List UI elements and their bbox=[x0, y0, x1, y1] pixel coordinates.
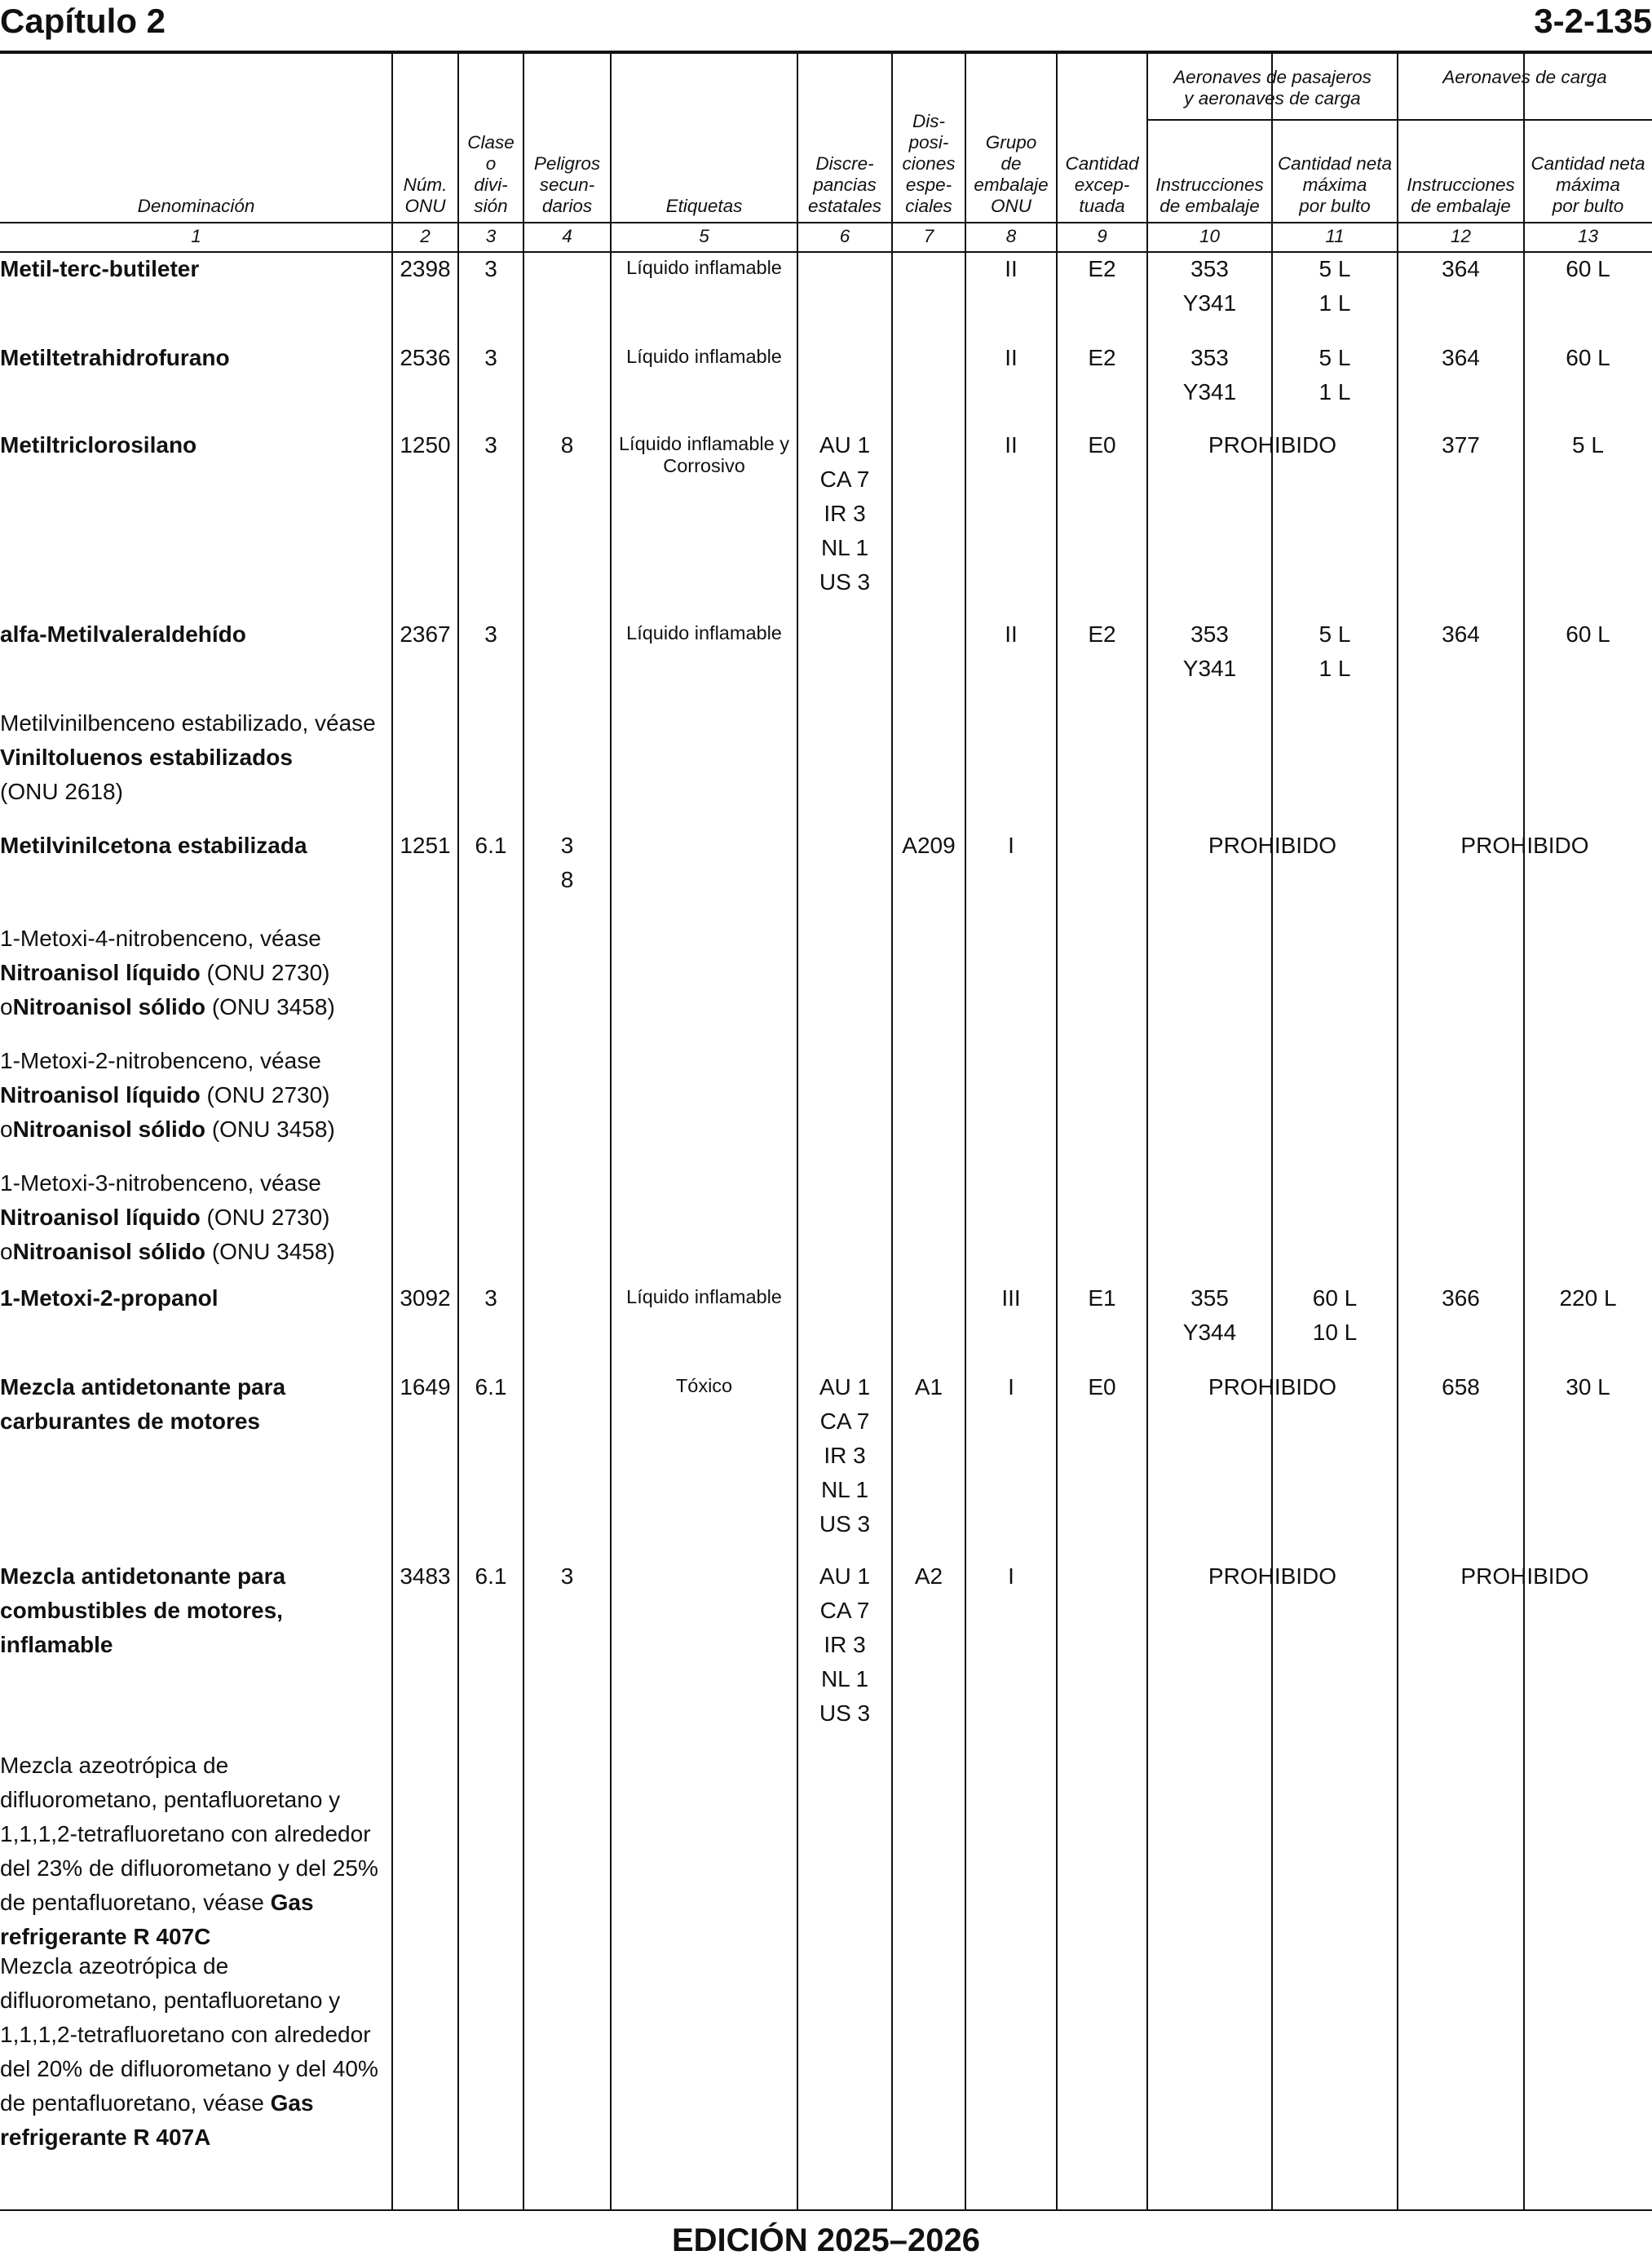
column-divider bbox=[391, 54, 393, 2209]
row-cargo-prohibited: PROHIBIDO bbox=[1460, 1563, 1589, 1589]
denomination-text: 1-Metoxi-4-nitrobenceno, véase bbox=[0, 926, 321, 951]
denomination-bold: Viniltoluenos estabilizados bbox=[0, 745, 293, 770]
row-peligros-secundarios: 8 bbox=[560, 432, 574, 458]
row-denomination bbox=[0, 341, 386, 375]
column-number: 12 bbox=[1450, 226, 1472, 246]
row-num-onu: 1250 bbox=[400, 432, 451, 458]
row-denomination bbox=[0, 829, 386, 863]
row-pax-cantidad: 5 L 1 L bbox=[1319, 621, 1351, 681]
denomination-bold: Nitroanisol sólido bbox=[12, 994, 206, 1019]
column-number: 11 bbox=[1325, 226, 1345, 246]
row-num-onu: 2367 bbox=[400, 621, 451, 647]
row-carga-instrucciones: 364 bbox=[1442, 345, 1480, 370]
column-header-cantidad-exceptuada: Cantidad excep- tuada bbox=[1065, 153, 1139, 216]
column-header-grupo-embalaje: Grupo de embalaje ONU bbox=[974, 132, 1049, 216]
denomination-text: (ONU 2730) o bbox=[0, 1082, 330, 1142]
row-denomination bbox=[0, 1749, 386, 1954]
row-carga-instrucciones: 364 bbox=[1442, 256, 1480, 281]
row-etiquetas: Líquido inflamable bbox=[626, 622, 782, 643]
group-header-cargo: Aeronaves de carga bbox=[1442, 67, 1607, 87]
column-divider bbox=[891, 54, 893, 2209]
row-clase: 3 bbox=[484, 432, 497, 458]
row-carga-instrucciones: 364 bbox=[1442, 621, 1480, 647]
row-pax-instrucciones: 355 Y344 bbox=[1182, 1285, 1237, 1345]
row-passenger-prohibited: PROHIBIDO bbox=[1208, 1563, 1337, 1589]
row-clase: 3 bbox=[484, 256, 497, 281]
row-peligros-secundarios: 3 bbox=[560, 1563, 574, 1589]
column-header-pax-cantidad: Cantidad neta máxima por bulto bbox=[1277, 153, 1393, 216]
footer-rule bbox=[0, 2209, 1652, 2211]
column-divider bbox=[523, 54, 524, 2209]
column-header-num-onu: Núm. ONU bbox=[403, 175, 448, 216]
denomination-text: Metilvinilbenceno estabilizado, véase bbox=[0, 710, 376, 736]
row-etiquetas: Líquido inflamable bbox=[626, 1286, 782, 1307]
denomination-text: (ONU 2730) o bbox=[0, 960, 330, 1019]
row-passenger-prohibited: PROHIBIDO bbox=[1208, 1374, 1337, 1400]
column-divider bbox=[610, 54, 612, 2209]
denomination-bold: Nitroanisol sólido bbox=[12, 1239, 206, 1264]
column-header-discrepancias: Discre- pancias estatales bbox=[807, 153, 882, 216]
row-grupo-embalaje: II bbox=[1005, 432, 1018, 458]
denomination-bold: Gas refrigerante R 407C bbox=[0, 1890, 314, 1949]
row-pax-cantidad: 60 L 10 L bbox=[1312, 1285, 1358, 1345]
column-header-clase: Clase o divi- sión bbox=[467, 132, 515, 216]
row-cantidad-exceptuada: E2 bbox=[1088, 345, 1116, 370]
column-number: 13 bbox=[1577, 226, 1599, 246]
row-carga-cantidad: 60 L bbox=[1566, 345, 1610, 370]
row-cantidad-exceptuada: E2 bbox=[1088, 621, 1116, 647]
denomination-text: (ONU 3458) bbox=[205, 1117, 335, 1142]
column-number: 2 bbox=[420, 226, 431, 246]
row-num-onu: 2536 bbox=[400, 345, 451, 370]
row-carga-instrucciones: 658 bbox=[1442, 1374, 1480, 1400]
row-clase: 6.1 bbox=[475, 1563, 507, 1589]
row-clase: 3 bbox=[484, 1285, 497, 1311]
row-pax-instrucciones: 353 Y341 bbox=[1182, 256, 1237, 316]
denomination-bold: Mezcla antidetonante para carburantes de motores bbox=[0, 1374, 286, 1434]
row-grupo-embalaje: I bbox=[1008, 1563, 1014, 1589]
row-grupo-embalaje: II bbox=[1005, 256, 1018, 281]
group-header-rule bbox=[1147, 119, 1652, 121]
row-discrepancias: AU 1 CA 7 IR 3 NL 1 US 3 bbox=[819, 432, 871, 595]
column-number: 10 bbox=[1199, 226, 1221, 246]
column-divider bbox=[1056, 54, 1058, 2209]
row-denomination bbox=[0, 617, 386, 652]
row-discrepancias: AU 1 CA 7 IR 3 NL 1 US 3 bbox=[819, 1563, 871, 1726]
row-etiquetas: Líquido inflamable y Corrosivo bbox=[618, 433, 790, 476]
row-pax-instrucciones: 353 Y341 bbox=[1182, 621, 1237, 681]
row-denomination bbox=[0, 1370, 386, 1439]
denomination-text: (ONU 2618) bbox=[0, 779, 123, 804]
row-discrepancias: AU 1 CA 7 IR 3 NL 1 US 3 bbox=[819, 1374, 871, 1537]
denomination-text: 1-Metoxi-3-nitrobenceno, véase bbox=[0, 1170, 321, 1196]
row-clase: 6.1 bbox=[475, 1374, 507, 1400]
column-header-peligros-secundarios: Peligros secun- darios bbox=[533, 153, 601, 216]
row-etiquetas: Líquido inflamable bbox=[626, 346, 782, 367]
row-carga-cantidad: 60 L bbox=[1566, 256, 1610, 281]
row-denomination bbox=[0, 252, 386, 286]
column-header-carga-cantidad: Cantidad neta máxima por bulto bbox=[1531, 153, 1645, 216]
denomination-bold: Metil-terc-butileter bbox=[0, 256, 200, 281]
row-denomination bbox=[0, 706, 386, 809]
row-carga-cantidad: 5 L bbox=[1572, 432, 1604, 458]
denomination-text: (ONU 3458) bbox=[205, 994, 335, 1019]
denomination-bold: Nitroanisol sólido bbox=[12, 1117, 206, 1142]
row-grupo-embalaje: III bbox=[1001, 1285, 1021, 1311]
row-denomination bbox=[0, 428, 386, 462]
column-number: 1 bbox=[191, 226, 201, 246]
row-cantidad-exceptuada: E1 bbox=[1088, 1285, 1116, 1311]
row-denomination bbox=[0, 1281, 386, 1316]
column-header-etiquetas: Etiquetas bbox=[665, 196, 743, 216]
row-denomination bbox=[0, 1044, 386, 1147]
row-grupo-embalaje: II bbox=[1005, 345, 1018, 370]
denomination-text: Mezcla azeotrópica de difluorometano, pentafluoretano y 1,1,1,2-tetrafluoretano con alrededor del 23% de difluorometano y del 25% de pentafluoretano, véase bbox=[0, 1753, 378, 1915]
row-disposiciones: A1 bbox=[914, 1374, 943, 1400]
column-number: 8 bbox=[1005, 226, 1017, 246]
row-carga-instrucciones: 366 bbox=[1442, 1285, 1480, 1311]
row-grupo-embalaje: I bbox=[1008, 833, 1014, 858]
chapter-title: Capítulo 2 bbox=[0, 2, 166, 40]
row-denomination bbox=[0, 1559, 386, 1662]
column-divider bbox=[965, 54, 966, 2209]
row-carga-instrucciones: 377 bbox=[1442, 432, 1480, 458]
row-num-onu: 1649 bbox=[400, 1374, 451, 1400]
row-disposiciones: A2 bbox=[914, 1563, 943, 1589]
column-number: 5 bbox=[699, 226, 709, 246]
row-etiquetas: Líquido inflamable bbox=[626, 257, 782, 278]
row-etiquetas: Tóxico bbox=[675, 1375, 733, 1396]
row-passenger-prohibited: PROHIBIDO bbox=[1208, 833, 1337, 858]
column-header-disposiciones: Dis- posi- ciones espe- ciales bbox=[902, 111, 956, 216]
row-num-onu: 2398 bbox=[400, 256, 451, 281]
column-header-pax-instrucciones: Instrucciones de embalaje bbox=[1155, 175, 1264, 216]
column-divider bbox=[797, 54, 798, 2209]
denomination-bold: Nitroanisol líquido bbox=[0, 1082, 201, 1108]
denomination-bold: Metilvinilcetona estabilizada bbox=[0, 833, 307, 858]
row-carga-cantidad: 60 L bbox=[1566, 621, 1610, 647]
row-denomination bbox=[0, 1949, 386, 2155]
row-clase: 6.1 bbox=[475, 833, 507, 858]
column-number: 4 bbox=[562, 226, 572, 246]
denomination-bold: Nitroanisol líquido bbox=[0, 960, 201, 985]
column-number: 6 bbox=[839, 226, 850, 246]
row-pax-cantidad: 5 L 1 L bbox=[1319, 256, 1351, 316]
column-number: 7 bbox=[923, 226, 934, 246]
page-number: 3-2-135 bbox=[1534, 2, 1652, 40]
row-grupo-embalaje: II bbox=[1005, 621, 1018, 647]
row-carga-cantidad: 30 L bbox=[1566, 1374, 1610, 1400]
row-cantidad-exceptuada: E2 bbox=[1088, 256, 1116, 281]
row-cargo-prohibited: PROHIBIDO bbox=[1460, 833, 1589, 858]
header-bottom-rule bbox=[0, 222, 1652, 223]
row-peligros-secundarios: 3 8 bbox=[560, 833, 574, 892]
row-clase: 3 bbox=[484, 345, 497, 370]
row-cantidad-exceptuada: E0 bbox=[1088, 1374, 1116, 1400]
row-num-onu: 3092 bbox=[400, 1285, 451, 1311]
row-denomination bbox=[0, 1166, 386, 1269]
denomination-bold: alfa-Metilvaleraldehído bbox=[0, 621, 246, 647]
column-divider bbox=[1523, 54, 1525, 2209]
row-num-onu: 3483 bbox=[400, 1563, 451, 1589]
dangerous-goods-table bbox=[0, 54, 1652, 2209]
denomination-bold: Metiltriclorosilano bbox=[0, 432, 197, 458]
row-clase: 3 bbox=[484, 621, 497, 647]
denomination-bold: Gas refrigerante R 407A bbox=[0, 2090, 314, 2150]
denomination-text: (ONU 3458) bbox=[205, 1239, 335, 1264]
row-disposiciones: A209 bbox=[902, 833, 956, 858]
row-passenger-prohibited: PROHIBIDO bbox=[1208, 432, 1337, 458]
column-number: 9 bbox=[1097, 226, 1107, 246]
column-number: 3 bbox=[485, 226, 497, 246]
row-pax-cantidad: 5 L 1 L bbox=[1319, 345, 1351, 405]
group-header-passenger: Aeronaves de pasajeros y aeronaves de carga bbox=[1173, 67, 1372, 108]
column-divider bbox=[457, 54, 459, 2209]
row-denomination bbox=[0, 922, 386, 1024]
column-header-denominacion: Denominación bbox=[137, 196, 255, 216]
row-carga-cantidad: 220 L bbox=[1559, 1285, 1617, 1311]
denomination-bold: 1-Metoxi-2-propanol bbox=[0, 1285, 219, 1311]
edition-footer: EDICIÓN 2025–2026 bbox=[671, 2222, 980, 2258]
denomination-text: Mezcla azeotrópica de difluorometano, pentafluoretano y 1,1,1,2-tetrafluoretano con alrededor del 20% de difluorometano y del 40% de pentafluoretano, véase bbox=[0, 1953, 378, 2116]
column-header-carga-instrucciones: Instrucciones de embalaje bbox=[1407, 175, 1515, 216]
row-num-onu: 1251 bbox=[400, 833, 451, 858]
row-grupo-embalaje: I bbox=[1008, 1374, 1014, 1400]
row-pax-instrucciones: 353 Y341 bbox=[1182, 345, 1237, 405]
row-cantidad-exceptuada: E0 bbox=[1088, 432, 1116, 458]
denomination-bold: Nitroanisol líquido bbox=[0, 1205, 201, 1230]
denomination-text: (ONU 2730) o bbox=[0, 1205, 330, 1264]
denomination-text: 1-Metoxi-2-nitrobenceno, véase bbox=[0, 1048, 321, 1073]
denomination-bold: Metiltetrahidrofurano bbox=[0, 345, 230, 370]
denomination-bold: Mezcla antidetonante para combustibles de motores, inflamable bbox=[0, 1563, 286, 1657]
